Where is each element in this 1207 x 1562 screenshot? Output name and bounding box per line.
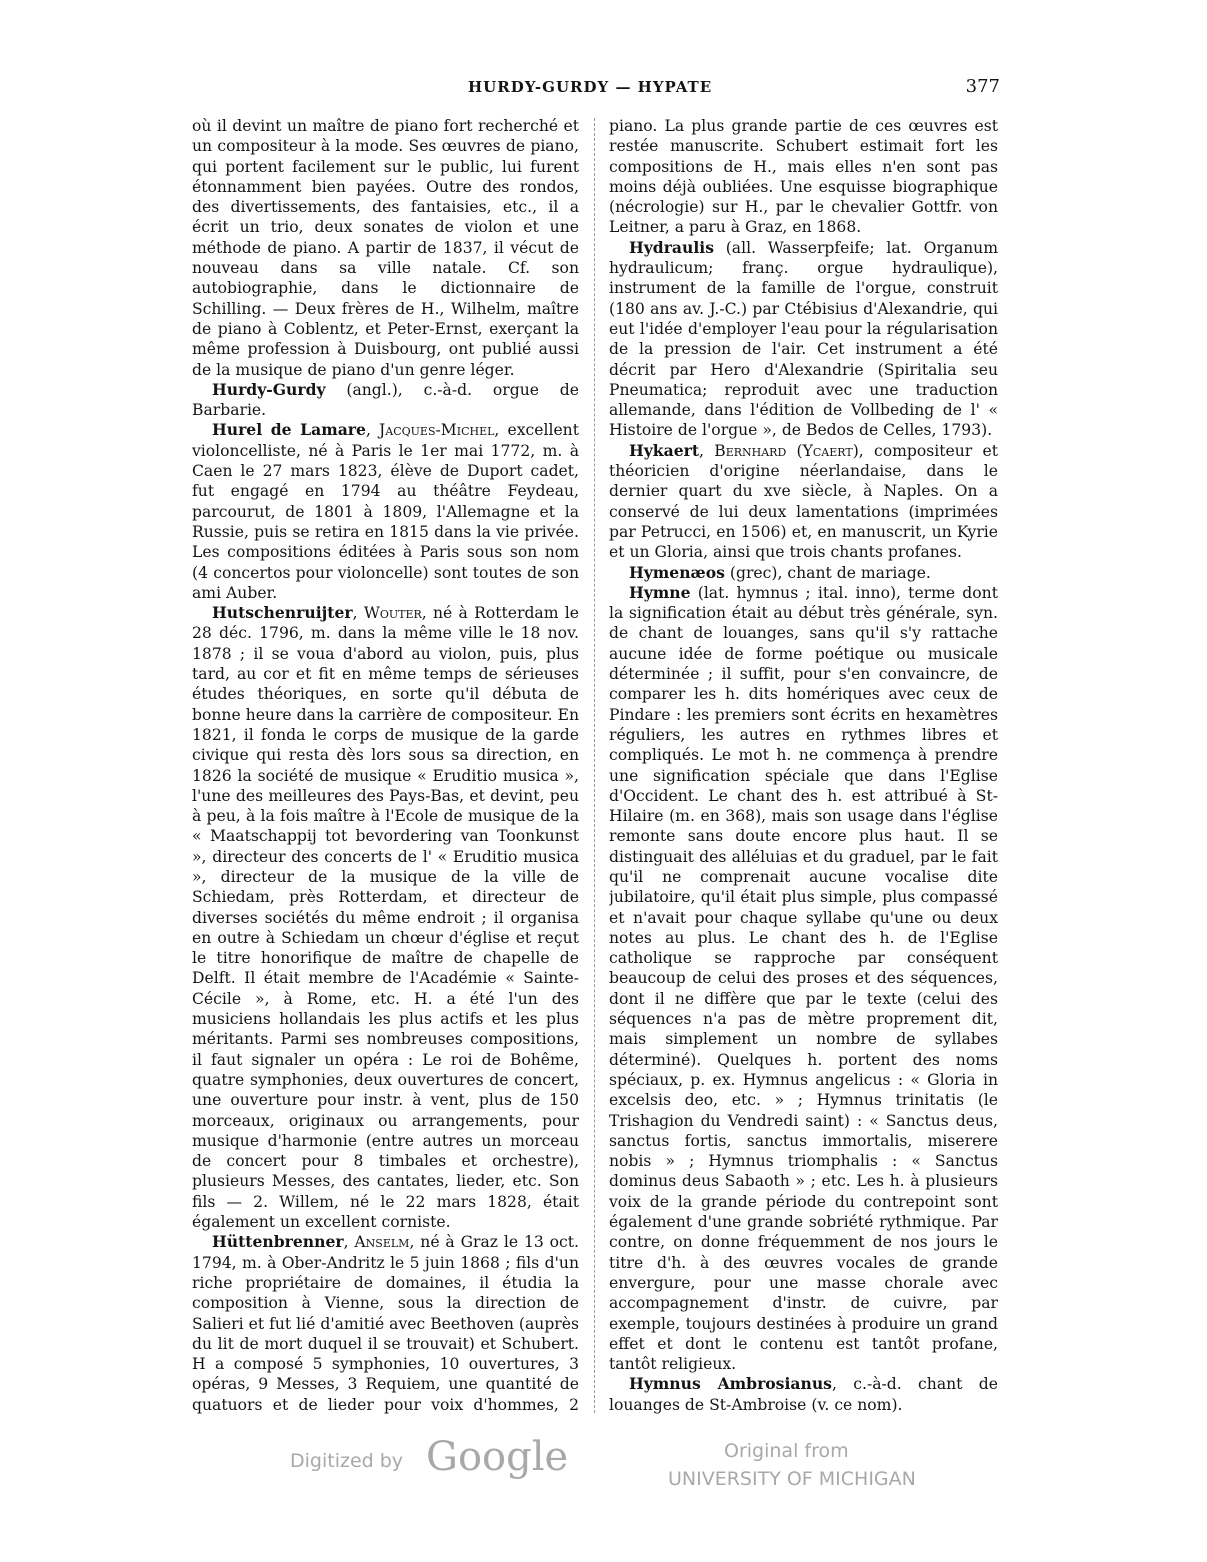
entry-given-name: , Bernhard (Ycaert) — [699, 441, 859, 460]
entry-text: (all. Wasserpfeife; lat. Organum hydraulicum; franç. orgue hydraulique), instrument de la famille de l'orgue, construit (180 ans av. J.-C.) par Ctébisius d'Alexandrie, qui eut l'idée d'employer l'eau pour la régularisation de la pression de l'air. Cet instrument a été décrit par Hero d'Alexandrie (Spiritalia seu Pneumatica; reproduit avec une traduction allemande, dans l'édition de Vollbeding de l' « Histoire de l'orgue », de Bedos de Celles, 1793). — [609, 238, 998, 440]
entry-hymnus-ambrosianus — [609, 1374, 998, 1415]
entry-text: (grec), chant de mariage. — [724, 563, 931, 582]
entry-given-name: , Jacques-Michel — [365, 421, 495, 440]
entry-text: , né à Rotterdam le 28 déc. 1796, m. dans la même ville le 18 nov. 1878 ; il se voua d'abord au violon, puis, plus tard, au cor et fit en même temps de sérieuses études théoriques, en sorte qu'il débuta de bonne heure dans la carrière de compositeur. En 1821, il fonda le corps de musique de la garde civique qui resta dès lors sous sa direction, en 1826 la société de musique « Eruditio musica », l'une des meilleures des Pays-Bas, et devint, peu à peu, à la fois maître à l'Ecole de musique de la « Maatschappij tot bevordering van Toonkunst », directeur des concerts de l' « Eruditio musica », directeur de la musique de la ville de Schiedam, près Rotterdam, et directeur de diverses sociétés du même endroit ; il organisa en outre à Schiedam un chœur d'église et reçut le titre honorifique de maître de chapelle de Delft. Il était membre de l'Académie « Sainte-Cécile », à Rome, etc. H. a été l'un des musiciens hollandais les plus actifs et les plus méritants. Parmi ses nombreuses compositions, il faut signaler un opéra : Le roi de Bohême, quatre symphonies, deux ouvertures de concert, une ouverture pour instr. à vent, plus de 150 morceaux, originaux ou arrangements, pour musique d'harmonie (entre autres un morceau de concert pour 8 timbales et orchestre), plusieurs Messes, des cantates, lieder, etc. Son fils — 2. Willem, né le 22 mars 1828, était également un excellent corniste. — [192, 604, 579, 1232]
column-divider — [594, 118, 595, 1413]
entry-given-name: , Anselm — [343, 1233, 410, 1252]
university-label: UNIVERSITY OF MICHIGAN — [668, 1468, 916, 1490]
entry-text: , né à Graz le 13 oct. 1794, m. à Ober-Andritz le 5 juin 1868 ; fils d'un riche propriétaire de domaines, il étudia la composition à Vienne, sous la direction de Salieri et fut lié d'amitié avec Beethoven (auprès du lit de mort duquel il se trouvait) et Schubert. H a composé 5 symphonies, 10 ouvertures, 3 opéras, 9 Messes, 3 Requiem, une quantité de quatuors et de lieder pour voix d'hommes, 2 — [192, 1233, 579, 1414]
entry-hydraulis — [609, 238, 998, 441]
entry-hykaert — [609, 441, 998, 563]
entry-headword: Hymne — [629, 582, 691, 602]
entry-text: , c.-à-d. chant de louanges de St-Ambroise (v. ce nom). — [609, 1375, 998, 1414]
entry-headword — [629, 1415, 691, 1416]
entry-given-name: , Wouter — [352, 604, 422, 623]
entry-hymne — [609, 583, 998, 1375]
entry-headword: Hutschenruijter — [212, 603, 353, 623]
entry-hutschenruijter — [192, 603, 579, 1232]
right-column — [609, 116, 998, 1416]
entry-headword: Hymnus Ambrosianus — [629, 1374, 832, 1394]
entry-continuation: piano. La plus grande partie de ces œuvres est restée manuscrite. Schubert estimait fort les compositions de H., mais elles n'en sont pas moins déjà oubliées. Une esquisse biographique (nécrologie) sur H., par le chevalier Gottfr. von Leitner, a paru à Graz, en 1868. — [609, 117, 998, 237]
entry-text: (lat. hymnus ; ital. inno), terme dont la signification était au début très générale, syn. de chant de louanges, sans qu'il s'y rattache aucune idée de forme poétique ou musicale déterminée ; il suffit, pour s'en convaincre, de comparer les h. dits homériques avec ceux de Pindare : les premiers sont écrits en hexamètres réguliers, les autres en rythmes libres et compliqués. Le mot h. ne commença à prendre une signification spéciale que dans l'Eglise d'Occident. Le chant des h. est attribué à St-Hilaire (m. en 368), mais son usage dans l'église remonte sans doute encore plus haut. Il se distinguait des alléluias et du graduel, par le fait qu'il ne comprenait aucune vocalise dite jubilatoire, qu'il était plus simple, plus compassé et n'avait pour chaque syllabe qu'une ou deux notes au plus. Le chant des h. de l'Eglise catholique se rapproche par conséquent beaucoup de celui des proses et des séquences, dont il ne diffère que par le texte (celui des séquences n'a pas de mètre proprement dit, mais simplement un nombre de syllabes déterminé). Quelques h. portent des noms spéciaux, p. ex. Hymnus angelicus : « Gloria in excelsis deo, etc. » ; Hymnus trinitatis (le Trishagion du Vendredi saint) : « Sanctus deus, sanctus fortis, sanctus immortalis, miserere nobis » ; Hymnus triomphalis : « Sanctus dominus deus Sabaoth » ; etc. Les h. à plusieurs voix de la grande période du contrepoint sont également d'une grande sobriété rythmique. Par contre, on donne fréquemment de nos jours le titre d'h. à des œuvres vocales de grande envergure, pour une masse chorale avec accompagnement d'instr. de cuivre, par exemple, toujours destinées à produire un grand effet et dont le contenu est tantôt profane, tantôt religieux. — [609, 583, 998, 1374]
scan-watermark — [0, 1430, 1207, 1500]
entry-hurdy-gurdy — [192, 380, 579, 421]
page-number: 377 — [965, 76, 1000, 97]
digitized-by-label: Digitized by — [290, 1450, 404, 1472]
entry-hymenaeos — [609, 563, 998, 583]
running-header — [190, 78, 1000, 102]
entry-text: (angl.), c.-à-d. orgue de Barbarie. — [192, 380, 579, 420]
entry-text: , compositeur et théoricien d'origine néerlandaise, dans le dernier quart du xve siècle, à Naples. On a conservé de lui deux lamentations (imprimées par Petrucci, en 1506) et, en manuscrit, un Kyrie et un Gloria, ainsi que trois chants profanes. — [609, 441, 998, 562]
entry-text: , excellent violoncelliste, né à Paris le 1er mai 1772, m. à Caen le 27 mars 1823, élève de Duport cadet, fut engagé en 1794 au théâtre Feydeau, parcourut, de 1801 à 1809, l'Allemagne et la Russie, puis se retira en 1815 dans la vie privée. Les compositions éditées à Paris sous son nom (4 concertos pour violoncelle) sont toutes de son ami Auber. — [192, 421, 579, 602]
entry-hypate — [609, 1415, 998, 1416]
running-title: HURDY-GURDY — HYPATE — [468, 78, 713, 96]
entry-huttenbrenner — [192, 1232, 579, 1416]
entry-headword: Hykaert — [629, 440, 700, 460]
entry-hurel-de-lamare — [192, 420, 579, 603]
original-from-label: Original from — [724, 1440, 849, 1462]
google-logo: Google — [426, 1434, 569, 1480]
entry-headword: Hydraulis — [629, 237, 714, 257]
entry-headword: Hymenæos — [629, 562, 725, 582]
entry-headword: Hüttenbrenner — [212, 1232, 344, 1252]
entry-continuation: où il devint un maître de piano fort recherché et un compositeur à la mode. Ses œuvres de piano, qui portent facilement sur le public, lui furent étonnamment bien payées. Outre des rondos, des divertissements, des fantaisies, etc., il a écrit un trio, deux sonates de violon et une méthode de piano. A partir de 1837, il vécut de nouveau dans sa ville natale. Cf. son autobiographie, dans le dictionnaire de Schilling. — Deux frères de H., Wilhelm, maître de piano à Coblentz, et Peter-Ernst, exerçant la même profession à Duisbourg, ont publié aussi de la musique de piano d'un genre léger. — [192, 117, 579, 379]
entry-headword: Hurdy-Gurdy — [212, 379, 326, 399]
left-column — [192, 116, 579, 1416]
entry-headword: Hurel de Lamare — [212, 420, 366, 440]
